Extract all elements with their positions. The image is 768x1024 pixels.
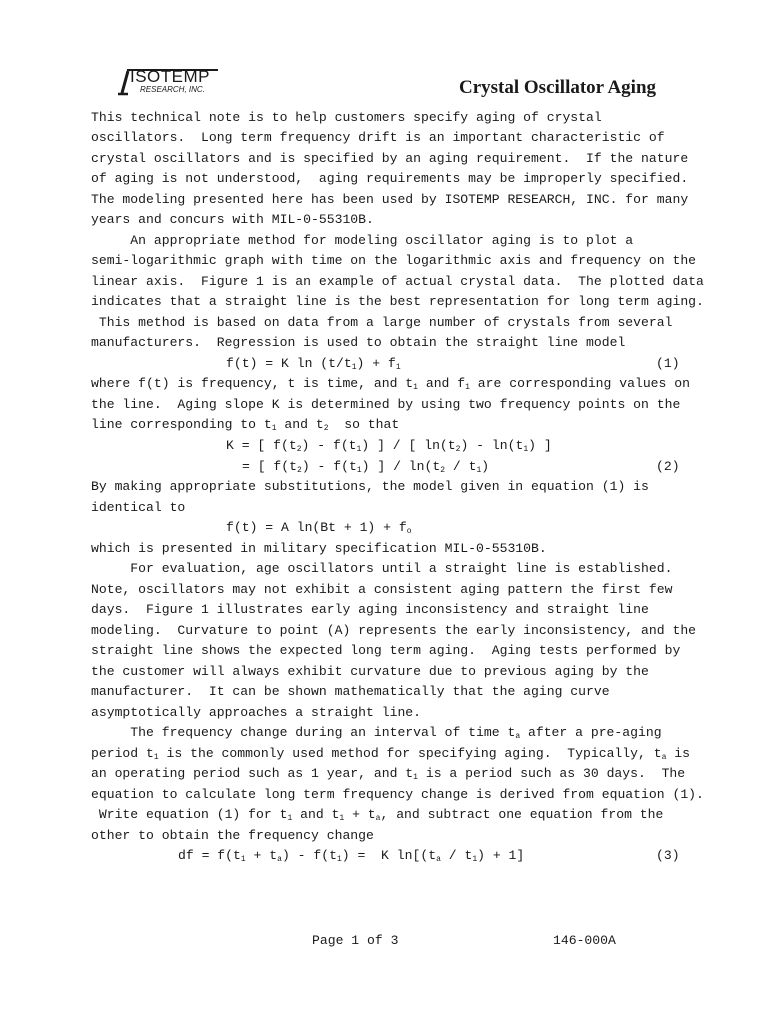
logo-subtitle: RESEARCH, INC. <box>140 85 205 94</box>
equation-2-line-2: = [ $f(t_2) - f(t_1)$ ] / $\ln(t_2 / t_1)$ <box>242 459 490 475</box>
logo-name: ISOTEMP <box>130 67 211 86</box>
text-line: straight line shows the expected long term aging. Aging tests performed by <box>91 643 681 658</box>
text-line: where f(t) is frequency, t is time, and $t_1$ and $f_1$ are corresponding values on <box>91 376 690 392</box>
text-line: other to obtain the frequency change <box>91 828 374 843</box>
page-number: Page 1 of 3 <box>312 933 399 948</box>
text-line: Note, oscillators may not exhibit a consistent aging pattern the first few <box>91 582 673 597</box>
equation-1: f(t) = K $\ln (t/t_1) + f_1$ <box>226 356 401 372</box>
text-line: days. Figure 1 illustrates early aging inconsistency and straight line <box>91 602 649 617</box>
equation-military-model: f(t) = A $\ln(Bt + 1) + f_o$ <box>226 520 412 536</box>
text-line: An appropriate method for modeling oscillator aging is to plot a <box>91 233 634 248</box>
document-number: 146-000A <box>553 933 616 948</box>
text-line: the customer will always exhibit curvature due to previous aging by the <box>91 664 649 679</box>
page-footer <box>0 933 768 981</box>
text-line: indicates that a straight line is the best representation for long term aging. <box>91 294 704 309</box>
text-line: the line. Aging slope K is determined by using two frequency points on the <box>91 397 681 412</box>
text-line: For evaluation, age oscillators until a straight line is established. <box>91 561 673 576</box>
text-line: modeling. Curvature to point (A) represents the early inconsistency, and the <box>91 623 697 638</box>
text-line: line corresponding to $t_1$ and $t_2$ so that <box>91 417 400 433</box>
page-header <box>0 0 768 105</box>
text-line: oscillators. Long term frequency drift is an important characteristic of <box>91 130 665 145</box>
text-line: period $t_1$ is the commonly used method for specifying aging. Typically, $t_a$ is <box>91 746 690 762</box>
text-line: semi-logarithmic graph with time on the logarithmic axis and frequency on the <box>91 253 697 268</box>
text-line: manufacturer. It can be shown mathematically that the aging curve <box>91 684 610 699</box>
text-line: equation to calculate long term frequency change is derived from equation (1). <box>91 787 704 802</box>
equation-3: df = $f(t_1 + t_a) - f(t_1) = K$ $\ln[(t_a / t_1) + 1]$ <box>178 848 525 864</box>
text-line: manufacturers. Regression is used to obtain the straight line model <box>91 335 626 350</box>
text-line: By making appropriate substitutions, the model given in equation (1) is <box>91 479 649 494</box>
text-line: identical to <box>91 500 186 515</box>
text-line: linear axis. Figure 1 is an example of actual crystal data. The plotted data <box>91 274 704 289</box>
equation-1-number: (1) <box>656 356 680 371</box>
document-title: Crystal Oscillator Aging <box>459 77 657 98</box>
text-line: years and concurs with MIL-0-55310B. <box>91 212 374 227</box>
text-line: The frequency change during an interval of time $t_a$ after a pre-aging <box>91 725 662 741</box>
text-line: crystal oscillators and is specified by an aging requirement. If the nature <box>91 151 689 166</box>
text-line: asymptotically approaches a straight line. <box>91 705 422 720</box>
equation-3-number: (3) <box>656 848 680 863</box>
text-line: This technical note is to help customers specify aging of crystal <box>91 110 602 125</box>
equation-2-number: (2) <box>656 459 680 474</box>
text-line: an operating period such as 1 year, and $t_1$ is a period such as 30 days. The <box>91 766 686 782</box>
text-line: which is presented in military specification MIL-0-55310B. <box>91 541 547 556</box>
equation-2-line-1: K = [ $f(t_2) - f(t_1)$ ] / [ $\ln(t_2) - \ln(t_1)$ ] <box>226 438 552 454</box>
text-line: of aging is not understood, aging requirements may be improperly specified. <box>91 171 689 186</box>
text-line: Write equation (1) for $t_1$ and $t_1 + t_a$, and subtract one equation from the <box>91 807 664 823</box>
company-logo <box>118 66 222 100</box>
text-line: This method is based on data from a large number of crystals from several <box>91 315 673 330</box>
text-line: The modeling presented here has been used by ISOTEMP RESEARCH, INC. for many <box>91 192 689 207</box>
